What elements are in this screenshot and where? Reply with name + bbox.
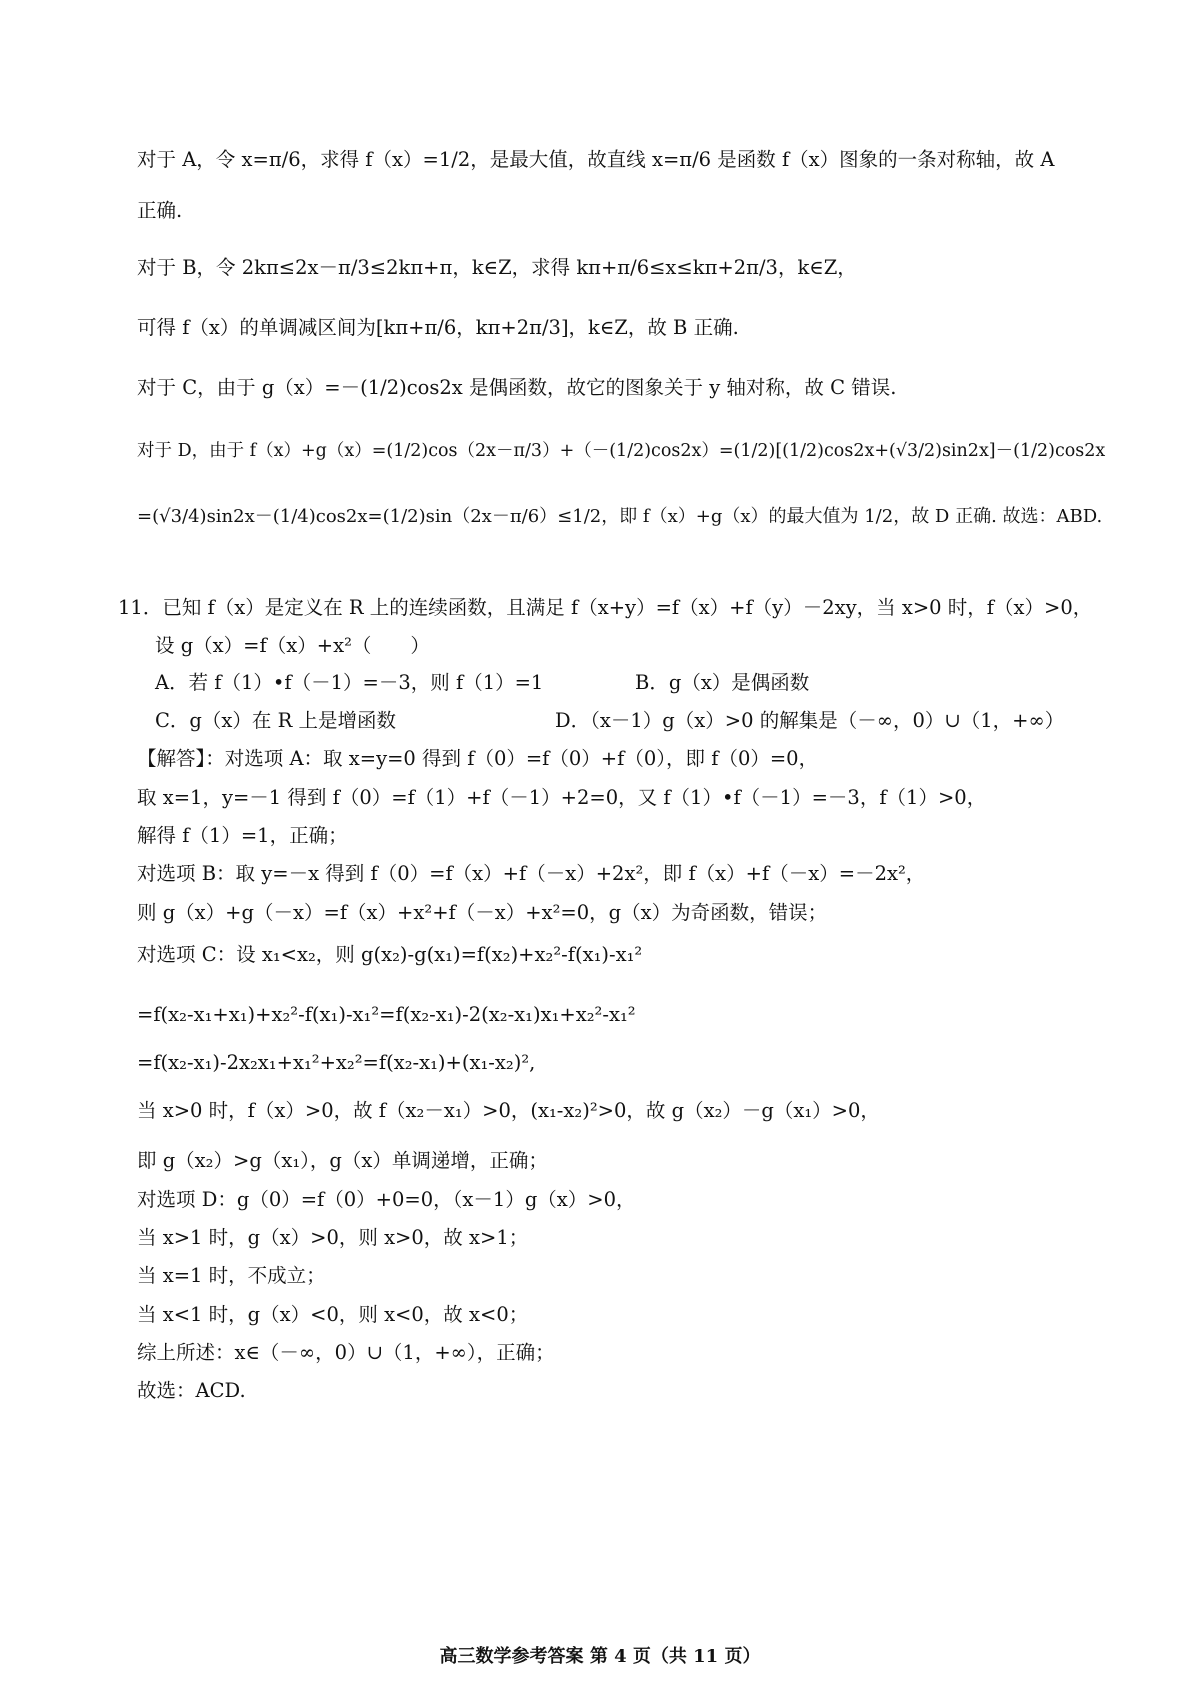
solution-line-d: 对于 D，由于 f（x）+g（x）=(1/2)cos（2x－π/3）+（－(1/2)cos2x）=(1/2)[(1/2)cos2x+(√3/2)sin2x]－(1/2)cos2x bbox=[137, 441, 1106, 461]
solution-line-a-cont: 正确. bbox=[137, 199, 183, 222]
option-b: B．g（x）是偶函数 bbox=[635, 671, 810, 694]
option-c: C．g（x）在 R 上是增函数 bbox=[155, 709, 396, 732]
solution-line-a: 对于 A，令 x=π/6，求得 f（x）=1/2，是最大值，故直线 x=π/6 是函数 f（x）图象的一条对称轴，故 A bbox=[137, 148, 1055, 171]
option-d: D．（x－1）g（x）>0 的解集是（－∞，0）∪（1，+∞） bbox=[555, 709, 1065, 732]
answer-line-5: 则 g（x）+g（－x）=f（x）+x²+f（－x）+x²=0，g（x）为奇函数，错误； bbox=[137, 901, 828, 924]
answer-line-7: =f(x₂-x₁+x₁)+x₂²-f(x₁)-x₁²=f(x₂-x₁)-2(x₂-x₁)x₁+x₂²-x₁² bbox=[137, 1003, 636, 1026]
answer-line-1: 【解答】：对选项 A：取 x=y=0 得到 f（0）=f（0）+f（0），即 f（0）=0， bbox=[137, 747, 819, 770]
solution-line-d2: =(√3/4)sin2x－(1/4)cos2x=(1/2)sin（2x－π/6）≤1/2，即 f（x）+g（x）的最大值为 1/2，故 D 正确. 故选：ABD. bbox=[137, 506, 1103, 527]
question-11-stem-cont: 设 g（x）=f（x）+x²（ ） bbox=[155, 634, 430, 657]
page-footer: 高三数学参考答案 第 4 页（共 11 页） bbox=[439, 1646, 761, 1667]
solution-line-b2: 可得 f（x）的单调减区间为[kπ+π/6，kπ+2π/3]，k∈Z，故 B 正确. bbox=[137, 316, 739, 339]
option-a: A．若 f（1）•f（－1）=－3，则 f（1）=1 bbox=[155, 671, 544, 694]
answer-line-16: 故选：ACD. bbox=[137, 1379, 246, 1402]
answer-line-14: 当 x<1 时，g（x）<0，则 x<0，故 x<0； bbox=[137, 1303, 529, 1326]
answer-line-8: =f(x₂-x₁)-2x₂x₁+x₁²+x₂²=f(x₂-x₁)+(x₁-x₂)², bbox=[137, 1051, 536, 1074]
answer-line-13: 当 x=1 时，不成立； bbox=[137, 1264, 326, 1287]
answer-line-6: 对选项 C：设 x₁<x₂，则 g(x₂)-g(x₁)=f(x₂)+x₂²-f(x₁)-x₁² bbox=[137, 943, 643, 966]
solution-line-b: 对于 B，令 2kπ≤2x－π/3≤2kπ+π，k∈Z，求得 kπ+π/6≤x≤kπ+2π/3，k∈Z， bbox=[137, 256, 857, 279]
answer-line-4: 对选项 B：取 y=－x 得到 f（0）=f（x）+f（－x）+2x²，即 f（x）+f（－x）=－2x²， bbox=[137, 862, 926, 885]
question-11-stem: 11．已知 f（x）是定义在 R 上的连续函数，且满足 f（x+y）=f（x）+f（y）－2xy，当 x>0 时，f（x）>0， bbox=[118, 596, 1093, 619]
answer-line-9: 当 x>0 时，f（x）>0，故 f（x₂－x₁）>0，(x₁-x₂)²>0，故 g（x₂）－g（x₁）>0， bbox=[137, 1099, 880, 1122]
answer-line-15: 综上所述：x∈（－∞，0）∪（1，+∞），正确； bbox=[137, 1341, 555, 1364]
answer-line-10: 即 g（x₂）>g（x₁），g（x）单调递增，正确； bbox=[137, 1149, 548, 1172]
answer-line-2: 取 x=1，y=－1 得到 f（0）=f（1）+f（－1）+2=0，又 f（1）•f（－1）=－3，f（1）>0， bbox=[137, 786, 987, 809]
answer-line-11: 对选项 D：g（0）=f（0）+0=0，（x－1）g（x）>0， bbox=[137, 1188, 636, 1211]
answer-line-3: 解得 f（1）=1，正确； bbox=[137, 824, 348, 847]
solution-line-c: 对于 C，由于 g（x）=－(1/2)cos2x 是偶函数，故它的图象关于 y 轴对称，故 C 错误. bbox=[137, 376, 897, 399]
answer-line-12: 当 x>1 时，g（x）>0，则 x>0，故 x>1； bbox=[137, 1226, 529, 1249]
